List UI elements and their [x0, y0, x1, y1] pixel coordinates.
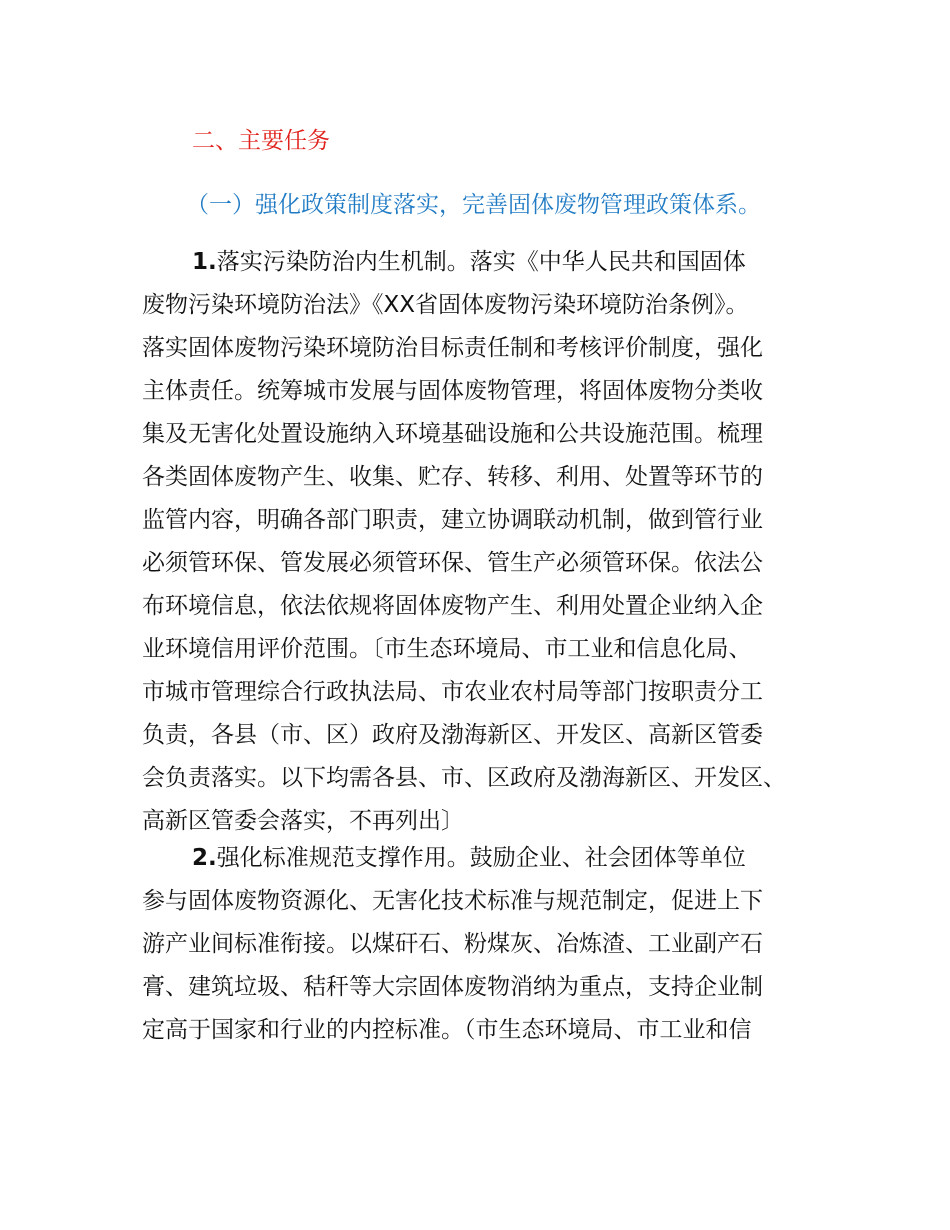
- paragraph-line: 集及无害化处置设施纳入环境基础设施和公共设施范围。梳理: [142, 421, 763, 447]
- section-heading: 二、主要任务: [192, 128, 330, 154]
- paragraph-line: [142, 241, 832, 284]
- paragraph-line: 高新区管委会落实，不再列出〕: [142, 808, 464, 834]
- paragraph-line: 定高于国家和行业的内控标准。（市生态环境局、市工业和信: [142, 1017, 752, 1043]
- paragraph-2: [142, 837, 832, 1052]
- paragraph-line: 会负责落实。以下均需各县、市、区政府及渤海新区、开发区、: [142, 765, 786, 791]
- subsection-heading: （一）强化政策制度落实，完善固体废物管理政策体系。: [186, 192, 761, 218]
- item-number: 2.: [192, 845, 217, 871]
- line-text: 强化标准规范支撑作用。鼓励企业、社会团体等单位: [216, 845, 746, 871]
- paragraph-line: 废物污染环境防治法》《XX省固体废物污染环境防治条例》。: [142, 292, 749, 318]
- paragraph-line: 主体责任。统筹城市发展与固体废物管理，将固体废物分类收: [142, 378, 763, 404]
- paragraph-line: [142, 837, 832, 880]
- paragraph-line: 业环境信用评价范围。〔市生态环境局、市工业和信息化局、: [142, 636, 752, 662]
- paragraph-1: [142, 241, 832, 843]
- line-text: 落实污染防治内生机制。落实《中华人民共和国固体: [216, 249, 746, 275]
- paragraph-line: 落实固体废物污染环境防治目标责任制和考核评价制度，强化: [142, 335, 763, 361]
- paragraph-line: 游产业间标准衔接。以煤矸石、粉煤灰、冶炼渣、工业副产石: [142, 931, 763, 957]
- item-number: 1.: [192, 249, 217, 275]
- paragraph-line: 参与固体废物资源化、无害化技术标准与规范制定，促进上下: [142, 888, 763, 914]
- paragraph-line: 负责，各县（市、区）政府及渤海新区、开发区、高新区管委: [142, 722, 763, 748]
- paragraph-line: 各类固体废物产生、收集、贮存、转移、利用、处置等环节的: [142, 464, 763, 490]
- paragraph-line: 监管内容，明确各部门职责，建立协调联动机制，做到管行业: [142, 507, 763, 533]
- paragraph-line: 布环境信息，依法依规将固体废物产生、利用处置企业纳入企: [142, 593, 763, 619]
- paragraph-line: 膏、建筑垃圾、秸秆等大宗固体废物消纳为重点，支持企业制: [142, 974, 763, 1000]
- paragraph-line: 市城市管理综合行政执法局、市农业农村局等部门按职责分工: [142, 679, 763, 705]
- paragraph-line: 必须管环保、管发展必须管环保、管生产必须管环保。依法公: [142, 550, 763, 576]
